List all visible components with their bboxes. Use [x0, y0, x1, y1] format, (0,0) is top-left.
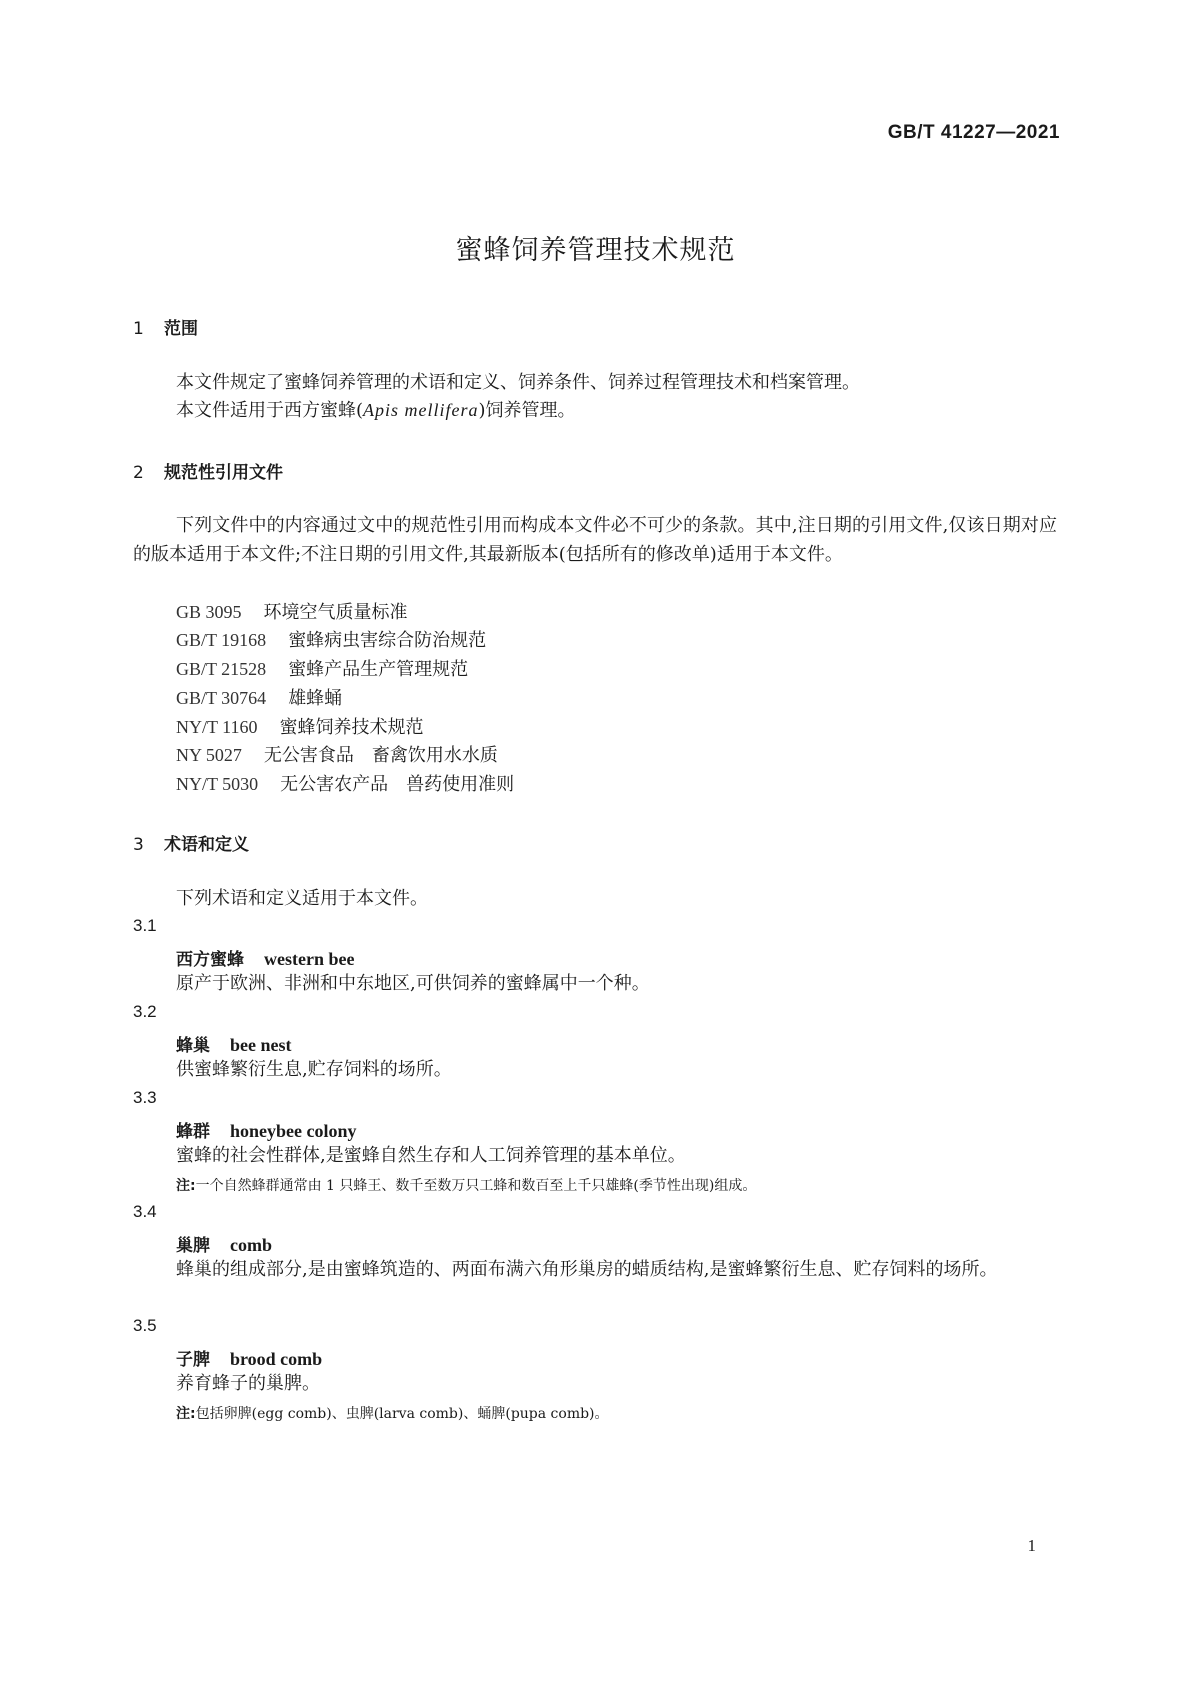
reference-item: [176, 655, 468, 681]
term-zh: 子脾: [176, 1350, 210, 1370]
species-name: Apis mellifera: [363, 400, 479, 420]
reference-title: 无公害食品 畜禽饮用水水质: [263, 745, 498, 766]
section-number: 2: [133, 463, 144, 483]
clause-number: 3.1: [133, 916, 157, 935]
section-2-heading: [133, 458, 283, 483]
reference-code: GB/T 30764: [176, 688, 267, 708]
page-number: 1: [1027, 1536, 1036, 1555]
reference-code: GB/T 21528: [176, 659, 267, 679]
note-label: 注:: [176, 1178, 196, 1194]
section-3-heading: [133, 830, 249, 855]
reference-title: 蜜蜂病虫害综合防治规范: [288, 630, 487, 651]
reference-code: NY/T 5030: [176, 774, 259, 794]
standard-code: GB/T 41227—2021: [887, 122, 1060, 143]
reference-code: GB/T 19168: [176, 630, 267, 650]
term-zh: 蜂巢: [176, 1036, 210, 1056]
term-definition: 原产于欧洲、非洲和中东地区,可供饲养的蜜蜂属中一个种。: [176, 973, 650, 994]
reference-code: NY 5027: [176, 745, 242, 765]
section-title: 范围: [164, 319, 198, 339]
section-1-heading: [133, 314, 198, 339]
note-text: 一个自然蜂群通常由 1 只蜂王、数千至数万只工蜂和数百至上千只雄蜂(季节性出现)组成。: [195, 1178, 757, 1194]
term-en: honeybee colony: [230, 1121, 357, 1141]
scope-paragraph-2: [176, 396, 576, 425]
section-number: 3: [133, 835, 144, 855]
term-en: comb: [230, 1235, 272, 1255]
term-zh: 蜂群: [176, 1122, 210, 1142]
clause-number: 3.2: [133, 1002, 157, 1021]
reference-item: [176, 626, 486, 652]
section-number: 1: [133, 319, 144, 339]
reference-item: [176, 598, 408, 624]
term-heading: [176, 945, 354, 970]
scope-text: 本文件适用于西方蜜蜂(: [176, 400, 364, 421]
section-title: 规范性引用文件: [164, 463, 283, 483]
reference-item: [176, 741, 498, 767]
term-heading: [176, 1231, 272, 1256]
scope-text-end: )饲养管理。: [478, 400, 576, 421]
clause-number: 3.4: [133, 1202, 157, 1221]
reference-title: 环境空气质量标准: [263, 602, 408, 623]
term-definition: 养育蜂子的巢脾。: [176, 1373, 320, 1394]
scope-paragraph-1: 本文件规定了蜜蜂饲养管理的术语和定义、饲养条件、饲养过程管理技术和档案管理。: [176, 372, 860, 393]
term-definition: 蜜蜂的社会性群体,是蜜蜂自然生存和人工饲养管理的基本单位。: [176, 1145, 686, 1166]
reference-title: 雄蜂蛹: [288, 688, 343, 709]
document-title: 蜜蜂饲养管理技术规范: [455, 235, 736, 266]
clause-number: 3.5: [133, 1316, 157, 1335]
terms-intro: 下列术语和定义适用于本文件。: [176, 888, 428, 909]
reference-code: GB 3095: [176, 602, 242, 622]
term-heading: [176, 1031, 292, 1056]
term-definition: 蜂巢的组成部分,是由蜜蜂筑造的、两面布满六角形巢房的蜡质结构,是蜜蜂繁衍生息、贮存饲料的场所。: [176, 1259, 998, 1280]
term-en: western bee: [264, 949, 355, 969]
term-heading: [176, 1117, 357, 1142]
term-note: [176, 1403, 609, 1423]
clause-number: 3.3: [133, 1088, 157, 1107]
reference-title: 无公害农产品 兽药使用准则: [280, 774, 515, 795]
reference-code: NY/T 1160: [176, 717, 258, 737]
term-en: bee nest: [230, 1035, 292, 1055]
note-label: 注:: [176, 1406, 196, 1422]
section-title: 术语和定义: [164, 835, 249, 855]
term-zh: 巢脾: [176, 1236, 210, 1256]
term-definition: 供蜜蜂繁衍生息,贮存饲料的场所。: [176, 1059, 452, 1080]
reference-item: [176, 770, 514, 796]
references-intro: 下列文件中的内容通过文中的规范性引用而构成本文件必不可少的条款。其中,注日期的引用文件,仅该日期对应的版本适用于本文件;不注日期的引用文件,其最新版本(包括所有的修改单)适用于本文件。: [133, 515, 1057, 565]
reference-item: [176, 684, 342, 710]
reference-title: 蜜蜂饲养技术规范: [279, 717, 424, 738]
term-note: [176, 1175, 756, 1195]
term-en: brood comb: [230, 1349, 323, 1369]
term-heading: [176, 1345, 322, 1370]
term-zh: 西方蜜蜂: [176, 950, 244, 970]
reference-item: [176, 713, 424, 739]
reference-title: 蜜蜂产品生产管理规范: [288, 659, 469, 680]
note-text: 包括卵脾(egg comb)、虫脾(larva comb)、蛹脾(pupa comb)。: [195, 1406, 609, 1422]
